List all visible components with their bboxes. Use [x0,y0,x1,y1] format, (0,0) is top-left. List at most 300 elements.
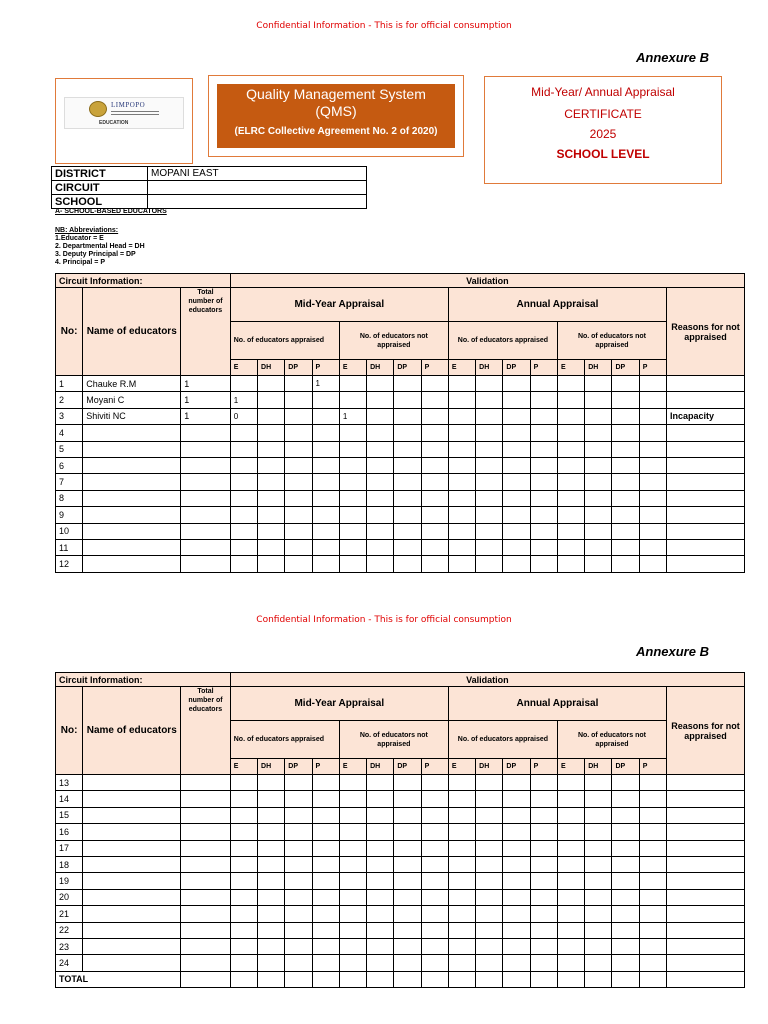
count-cell[interactable] [639,425,666,441]
count-cell[interactable] [230,791,257,807]
count-cell[interactable] [230,425,257,441]
count-cell[interactable] [639,791,666,807]
count-cell[interactable] [285,906,312,922]
count-cell[interactable] [394,824,421,840]
count-cell[interactable] [367,457,394,473]
count-cell[interactable] [612,955,639,971]
count-cell[interactable] [612,507,639,523]
count-cell[interactable] [585,791,612,807]
total-educators-cell[interactable] [181,441,231,457]
reason-cell[interactable] [667,824,745,840]
count-cell[interactable] [530,507,557,523]
count-cell[interactable] [639,539,666,555]
count-cell[interactable] [367,490,394,506]
count-cell[interactable] [530,824,557,840]
educator-name-cell[interactable] [83,539,181,555]
educator-name-cell[interactable] [83,507,181,523]
count-cell[interactable] [557,556,584,572]
count-cell[interactable] [285,807,312,823]
count-cell[interactable] [339,922,366,938]
count-cell[interactable] [503,376,530,392]
count-cell[interactable] [230,376,257,392]
count-cell[interactable] [421,392,448,408]
reason-cell[interactable] [667,856,745,872]
count-cell[interactable] [448,873,475,889]
count-cell[interactable] [394,376,421,392]
count-cell[interactable] [312,856,339,872]
educator-name-cell[interactable] [83,457,181,473]
count-cell[interactable] [530,840,557,856]
count-cell[interactable] [585,539,612,555]
reason-cell[interactable] [667,507,745,523]
count-cell[interactable] [639,507,666,523]
count-cell[interactable] [394,955,421,971]
count-cell[interactable] [367,971,394,987]
count-cell[interactable] [230,971,257,987]
count-cell[interactable] [285,376,312,392]
total-educators-cell[interactable]: 1 [181,408,231,424]
count-cell[interactable] [448,856,475,872]
count-cell[interactable] [312,457,339,473]
count-cell[interactable] [612,889,639,905]
count-cell[interactable] [339,507,366,523]
count-cell[interactable] [258,507,285,523]
count-cell[interactable] [258,840,285,856]
count-cell[interactable] [557,856,584,872]
count-cell[interactable] [285,791,312,807]
reason-cell[interactable] [667,523,745,539]
count-cell[interactable] [312,408,339,424]
count-cell[interactable] [476,441,503,457]
total-educators-cell[interactable] [181,922,231,938]
count-cell[interactable] [230,955,257,971]
count-cell[interactable] [639,523,666,539]
count-cell[interactable] [339,791,366,807]
total-educators-cell[interactable] [181,457,231,473]
count-cell[interactable] [230,556,257,572]
count-cell[interactable] [476,955,503,971]
count-cell[interactable] [367,938,394,954]
count-cell[interactable] [312,556,339,572]
count-cell[interactable] [557,971,584,987]
count-cell[interactable] [530,523,557,539]
district-value[interactable]: MOPANI EAST [148,167,367,181]
count-cell[interactable] [230,906,257,922]
count-cell[interactable] [421,906,448,922]
count-cell[interactable] [339,539,366,555]
count-cell[interactable] [367,955,394,971]
school-value[interactable] [148,195,367,209]
count-cell[interactable] [448,425,475,441]
count-cell[interactable] [639,938,666,954]
count-cell[interactable] [585,408,612,424]
total-educators-cell[interactable] [181,807,231,823]
count-cell[interactable] [230,873,257,889]
count-cell[interactable] [639,906,666,922]
count-cell[interactable] [394,938,421,954]
count-cell[interactable] [367,507,394,523]
count-cell[interactable] [612,457,639,473]
count-cell[interactable] [557,906,584,922]
count-cell[interactable] [476,376,503,392]
total-educators-cell[interactable] [181,955,231,971]
count-cell[interactable]: 1 [312,376,339,392]
count-cell[interactable] [612,807,639,823]
count-cell[interactable] [421,425,448,441]
count-cell[interactable] [557,889,584,905]
count-cell[interactable] [230,807,257,823]
count-cell[interactable] [503,824,530,840]
count-cell[interactable] [639,457,666,473]
count-cell[interactable] [557,807,584,823]
count-cell[interactable] [585,971,612,987]
count-cell[interactable] [503,889,530,905]
count-cell[interactable] [339,971,366,987]
reason-cell[interactable] [667,955,745,971]
count-cell[interactable] [612,824,639,840]
reason-cell[interactable] [667,490,745,506]
count-cell[interactable] [612,556,639,572]
count-cell[interactable] [258,791,285,807]
count-cell[interactable] [421,938,448,954]
count-cell[interactable] [285,425,312,441]
count-cell[interactable] [585,556,612,572]
count-cell[interactable] [448,791,475,807]
count-cell[interactable] [339,556,366,572]
count-cell[interactable] [476,889,503,905]
count-cell[interactable] [585,507,612,523]
count-cell[interactable] [612,856,639,872]
count-cell[interactable] [557,791,584,807]
count-cell[interactable] [339,392,366,408]
count-cell[interactable] [258,856,285,872]
count-cell[interactable] [367,807,394,823]
reason-cell[interactable]: Incapacity [667,408,745,424]
educator-name-cell[interactable] [83,474,181,490]
count-cell[interactable] [448,408,475,424]
count-cell[interactable] [367,775,394,791]
count-cell[interactable] [394,523,421,539]
count-cell[interactable] [394,490,421,506]
educator-name-cell[interactable] [83,556,181,572]
count-cell[interactable] [585,938,612,954]
count-cell[interactable] [639,856,666,872]
count-cell[interactable] [258,971,285,987]
count-cell[interactable] [639,873,666,889]
educator-name-cell[interactable] [83,856,181,872]
reason-cell[interactable] [667,376,745,392]
count-cell[interactable] [339,856,366,872]
count-cell[interactable] [312,938,339,954]
educator-name-cell[interactable]: Moyani C [83,392,181,408]
reason-cell[interactable] [667,556,745,572]
count-cell[interactable] [339,807,366,823]
count-cell[interactable] [230,474,257,490]
count-cell[interactable] [258,474,285,490]
count-cell[interactable] [476,507,503,523]
count-cell[interactable] [612,408,639,424]
count-cell[interactable] [312,775,339,791]
count-cell[interactable] [612,474,639,490]
count-cell[interactable] [639,408,666,424]
count-cell[interactable] [557,922,584,938]
count-cell[interactable] [530,775,557,791]
count-cell[interactable] [585,474,612,490]
count-cell[interactable] [230,840,257,856]
count-cell[interactable] [312,523,339,539]
count-cell[interactable] [258,938,285,954]
count-cell[interactable] [639,955,666,971]
count-cell[interactable] [421,441,448,457]
count-cell[interactable] [476,556,503,572]
count-cell[interactable] [339,425,366,441]
count-cell[interactable] [639,889,666,905]
count-cell[interactable] [312,791,339,807]
reason-cell[interactable] [667,539,745,555]
count-cell[interactable] [530,807,557,823]
count-cell[interactable] [367,408,394,424]
total-educators-cell[interactable] [181,523,231,539]
count-cell[interactable] [530,457,557,473]
count-cell[interactable] [312,807,339,823]
reason-cell[interactable] [667,906,745,922]
count-cell[interactable] [448,889,475,905]
count-cell[interactable] [612,523,639,539]
count-cell[interactable] [258,425,285,441]
count-cell[interactable] [503,856,530,872]
count-cell[interactable] [312,539,339,555]
count-cell[interactable] [639,840,666,856]
count-cell[interactable] [230,922,257,938]
count-cell[interactable] [285,971,312,987]
count-cell[interactable] [476,392,503,408]
count-cell[interactable] [448,971,475,987]
count-cell[interactable] [230,856,257,872]
count-cell[interactable] [339,376,366,392]
count-cell[interactable] [503,938,530,954]
count-cell[interactable] [530,425,557,441]
count-cell[interactable] [530,906,557,922]
count-cell[interactable] [557,840,584,856]
count-cell[interactable] [448,392,475,408]
count-cell[interactable] [476,906,503,922]
count-cell[interactable] [557,376,584,392]
count-cell[interactable] [312,507,339,523]
count-cell[interactable] [367,441,394,457]
count-cell[interactable] [530,922,557,938]
reason-cell[interactable] [667,807,745,823]
count-cell[interactable] [476,408,503,424]
count-cell[interactable] [530,938,557,954]
count-cell[interactable] [503,490,530,506]
count-cell[interactable] [503,539,530,555]
count-cell[interactable] [448,922,475,938]
count-cell[interactable] [394,840,421,856]
count-cell[interactable] [394,457,421,473]
count-cell[interactable] [339,490,366,506]
count-cell[interactable]: 0 [230,408,257,424]
count-cell[interactable] [612,539,639,555]
count-cell[interactable] [285,474,312,490]
count-cell[interactable] [448,523,475,539]
total-educators-cell[interactable] [181,425,231,441]
count-cell[interactable] [394,539,421,555]
count-cell[interactable] [258,376,285,392]
count-cell[interactable] [503,971,530,987]
count-cell[interactable] [476,791,503,807]
count-cell[interactable] [585,955,612,971]
count-cell[interactable] [285,507,312,523]
count-cell[interactable] [585,441,612,457]
count-cell[interactable] [557,523,584,539]
educator-name-cell[interactable] [83,922,181,938]
count-cell[interactable] [557,938,584,954]
total-educators-cell[interactable]: 1 [181,376,231,392]
count-cell[interactable] [639,556,666,572]
count-cell[interactable] [394,906,421,922]
count-cell[interactable] [312,824,339,840]
total-educators-cell[interactable] [181,474,231,490]
educator-name-cell[interactable] [83,791,181,807]
count-cell[interactable] [476,523,503,539]
count-cell[interactable] [367,392,394,408]
count-cell[interactable] [503,791,530,807]
count-cell[interactable] [503,523,530,539]
reason-cell[interactable] [667,971,745,987]
count-cell[interactable] [312,490,339,506]
count-cell[interactable] [339,775,366,791]
count-cell[interactable] [312,441,339,457]
count-cell[interactable] [448,955,475,971]
count-cell[interactable] [230,775,257,791]
count-cell[interactable] [612,840,639,856]
count-cell[interactable] [367,889,394,905]
total-educators-cell[interactable] [181,791,231,807]
count-cell[interactable] [612,873,639,889]
count-cell[interactable] [394,474,421,490]
count-cell[interactable] [448,840,475,856]
count-cell[interactable] [421,971,448,987]
count-cell[interactable] [421,556,448,572]
count-cell[interactable] [339,955,366,971]
count-cell[interactable] [285,955,312,971]
count-cell[interactable] [312,955,339,971]
count-cell[interactable] [612,906,639,922]
count-cell[interactable] [585,775,612,791]
count-cell[interactable] [421,955,448,971]
count-cell[interactable] [503,955,530,971]
reason-cell[interactable] [667,392,745,408]
total-educators-cell[interactable] [181,490,231,506]
count-cell[interactable] [530,441,557,457]
count-cell[interactable] [557,474,584,490]
reason-cell[interactable] [667,775,745,791]
count-cell[interactable] [530,889,557,905]
count-cell[interactable] [639,441,666,457]
educator-name-cell[interactable] [83,775,181,791]
count-cell[interactable] [503,840,530,856]
count-cell[interactable] [339,873,366,889]
count-cell[interactable] [285,922,312,938]
count-cell[interactable] [448,441,475,457]
count-cell[interactable] [312,906,339,922]
count-cell[interactable] [585,840,612,856]
count-cell[interactable] [530,408,557,424]
count-cell[interactable] [503,906,530,922]
count-cell[interactable] [421,539,448,555]
educator-name-cell[interactable]: Chauke R.M [83,376,181,392]
reason-cell[interactable] [667,873,745,889]
count-cell[interactable] [285,840,312,856]
count-cell[interactable] [258,906,285,922]
count-cell[interactable] [448,490,475,506]
count-cell[interactable]: 1 [230,392,257,408]
reason-cell[interactable] [667,791,745,807]
count-cell[interactable] [339,840,366,856]
count-cell[interactable] [557,539,584,555]
count-cell[interactable] [557,873,584,889]
count-cell[interactable] [557,507,584,523]
educator-name-cell[interactable] [83,441,181,457]
count-cell[interactable] [530,873,557,889]
total-educators-cell[interactable] [181,775,231,791]
count-cell[interactable] [339,523,366,539]
total-educators-cell[interactable] [181,938,231,954]
count-cell[interactable] [258,922,285,938]
count-cell[interactable] [421,376,448,392]
count-cell[interactable] [285,856,312,872]
count-cell[interactable] [612,392,639,408]
count-cell[interactable] [367,523,394,539]
count-cell[interactable] [476,856,503,872]
count-cell[interactable] [339,457,366,473]
count-cell[interactable] [476,539,503,555]
educator-name-cell[interactable] [83,523,181,539]
count-cell[interactable] [448,376,475,392]
educator-name-cell[interactable] [83,807,181,823]
count-cell[interactable] [394,971,421,987]
count-cell[interactable] [585,457,612,473]
count-cell[interactable]: 1 [339,408,366,424]
educator-name-cell[interactable] [83,938,181,954]
count-cell[interactable] [367,824,394,840]
count-cell[interactable] [421,873,448,889]
total-educators-cell[interactable] [181,539,231,555]
count-cell[interactable] [394,775,421,791]
count-cell[interactable] [258,408,285,424]
reason-cell[interactable] [667,425,745,441]
count-cell[interactable] [476,840,503,856]
count-cell[interactable] [421,490,448,506]
count-cell[interactable] [557,441,584,457]
count-cell[interactable] [285,408,312,424]
reason-cell[interactable] [667,840,745,856]
count-cell[interactable] [639,807,666,823]
count-cell[interactable] [448,906,475,922]
count-cell[interactable] [530,856,557,872]
count-cell[interactable] [394,392,421,408]
count-cell[interactable] [421,457,448,473]
count-cell[interactable] [394,441,421,457]
count-cell[interactable] [612,791,639,807]
count-cell[interactable] [557,955,584,971]
count-cell[interactable] [394,856,421,872]
count-cell[interactable] [585,873,612,889]
count-cell[interactable] [476,425,503,441]
count-cell[interactable] [285,457,312,473]
count-cell[interactable] [448,824,475,840]
count-cell[interactable] [530,490,557,506]
